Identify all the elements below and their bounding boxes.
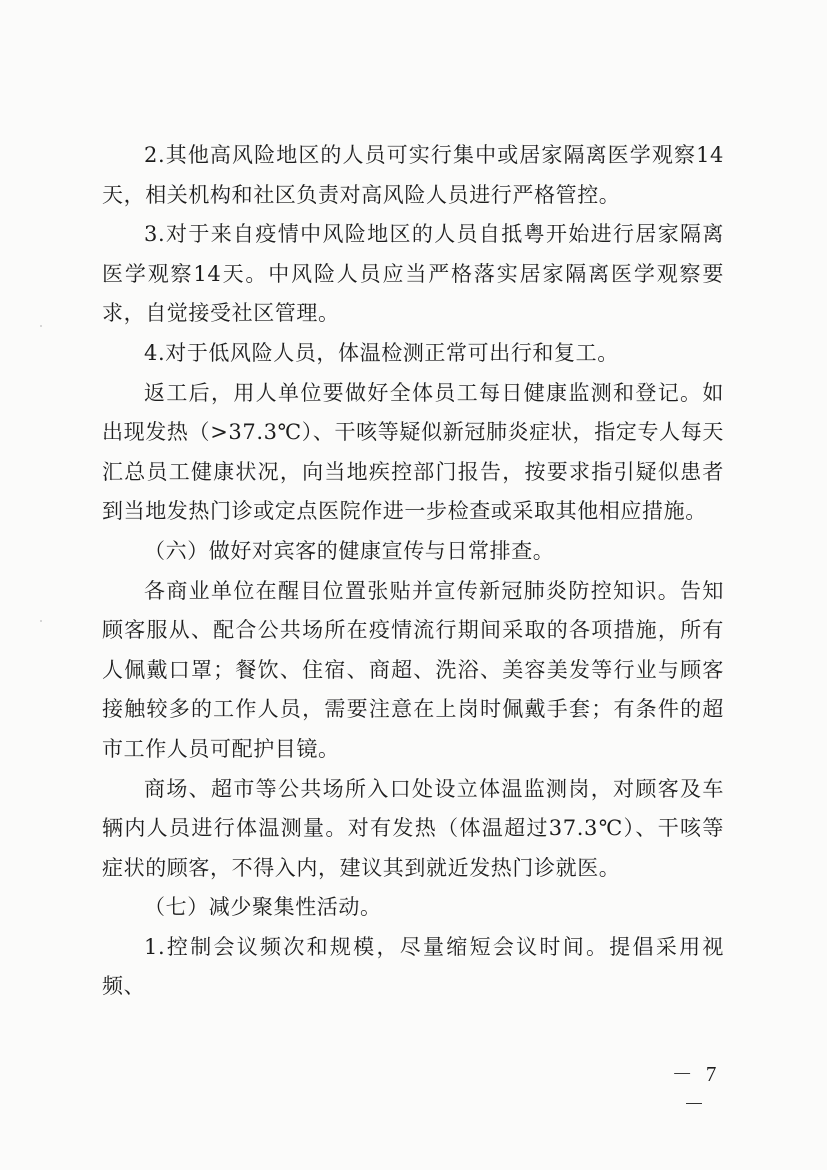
paragraph-high-risk: 2.其他高风险地区的人员可实行集中或居家隔离医学观察14天，相关机构和社区负责对高风险人员进行严格管控。 bbox=[102, 143, 724, 207]
paragraph-low-risk: 4.对于低风险人员，体温检测正常可出行和复工。 bbox=[144, 340, 619, 365]
section-heading-7: （七）减少聚集性活动。 bbox=[144, 895, 382, 920]
paragraph-business-units: 各商业单位在醒目位置张贴并宣传新冠肺炎防控知识。告知顾客服从、配合公共场所在疫情流行期间采取的各项措施，所有人佩戴口罩；餐饮、住宿、商超、洗浴、美容美发等行业与顾客接触较多的工作人员，需要注意在上岗时佩戴手套；有条件的超市工作人员可配护目镜。 bbox=[102, 578, 724, 761]
paragraph-medium-risk: 3.对于来自疫情中风险地区的人员自抵粤开始进行居家隔离医学观察14天。中风险人员应当严格落实居家隔离医学观察要求，自觉接受社区管理。 bbox=[102, 222, 724, 326]
scan-mark bbox=[40, 620, 42, 622]
document-body bbox=[102, 136, 724, 1007]
paragraph-return-to-work: 返工后，用人单位要做好全体员工每日健康监测和登记。如出现发热（>37.3℃）、干咳等疑似新冠肺炎症状，指定专人每天汇总员工健康状况，向当地疾控部门报告，按要求指引疑似患者到当地发热门诊或定点医院作进一步检查或采取其他相应措施。 bbox=[102, 380, 724, 524]
paragraph-meeting-control: 1.控制会议频次和规模，尽量缩短会议时间。提倡采用视频、 bbox=[102, 934, 724, 999]
section-heading-6: （六）做好对宾客的健康宣传与日常排查。 bbox=[144, 538, 555, 563]
scan-mark bbox=[40, 325, 42, 327]
page-number: － 7 － bbox=[671, 1062, 721, 1116]
paragraph-temperature-checks: 商场、超市等公共场所入口处设立体温监测岗，对顾客及车辆内人员进行体温测量。对有发热（体温超过37.3℃）、干咳等症状的顾客，不得入内，建议其到就近发热门诊就医。 bbox=[102, 776, 724, 880]
